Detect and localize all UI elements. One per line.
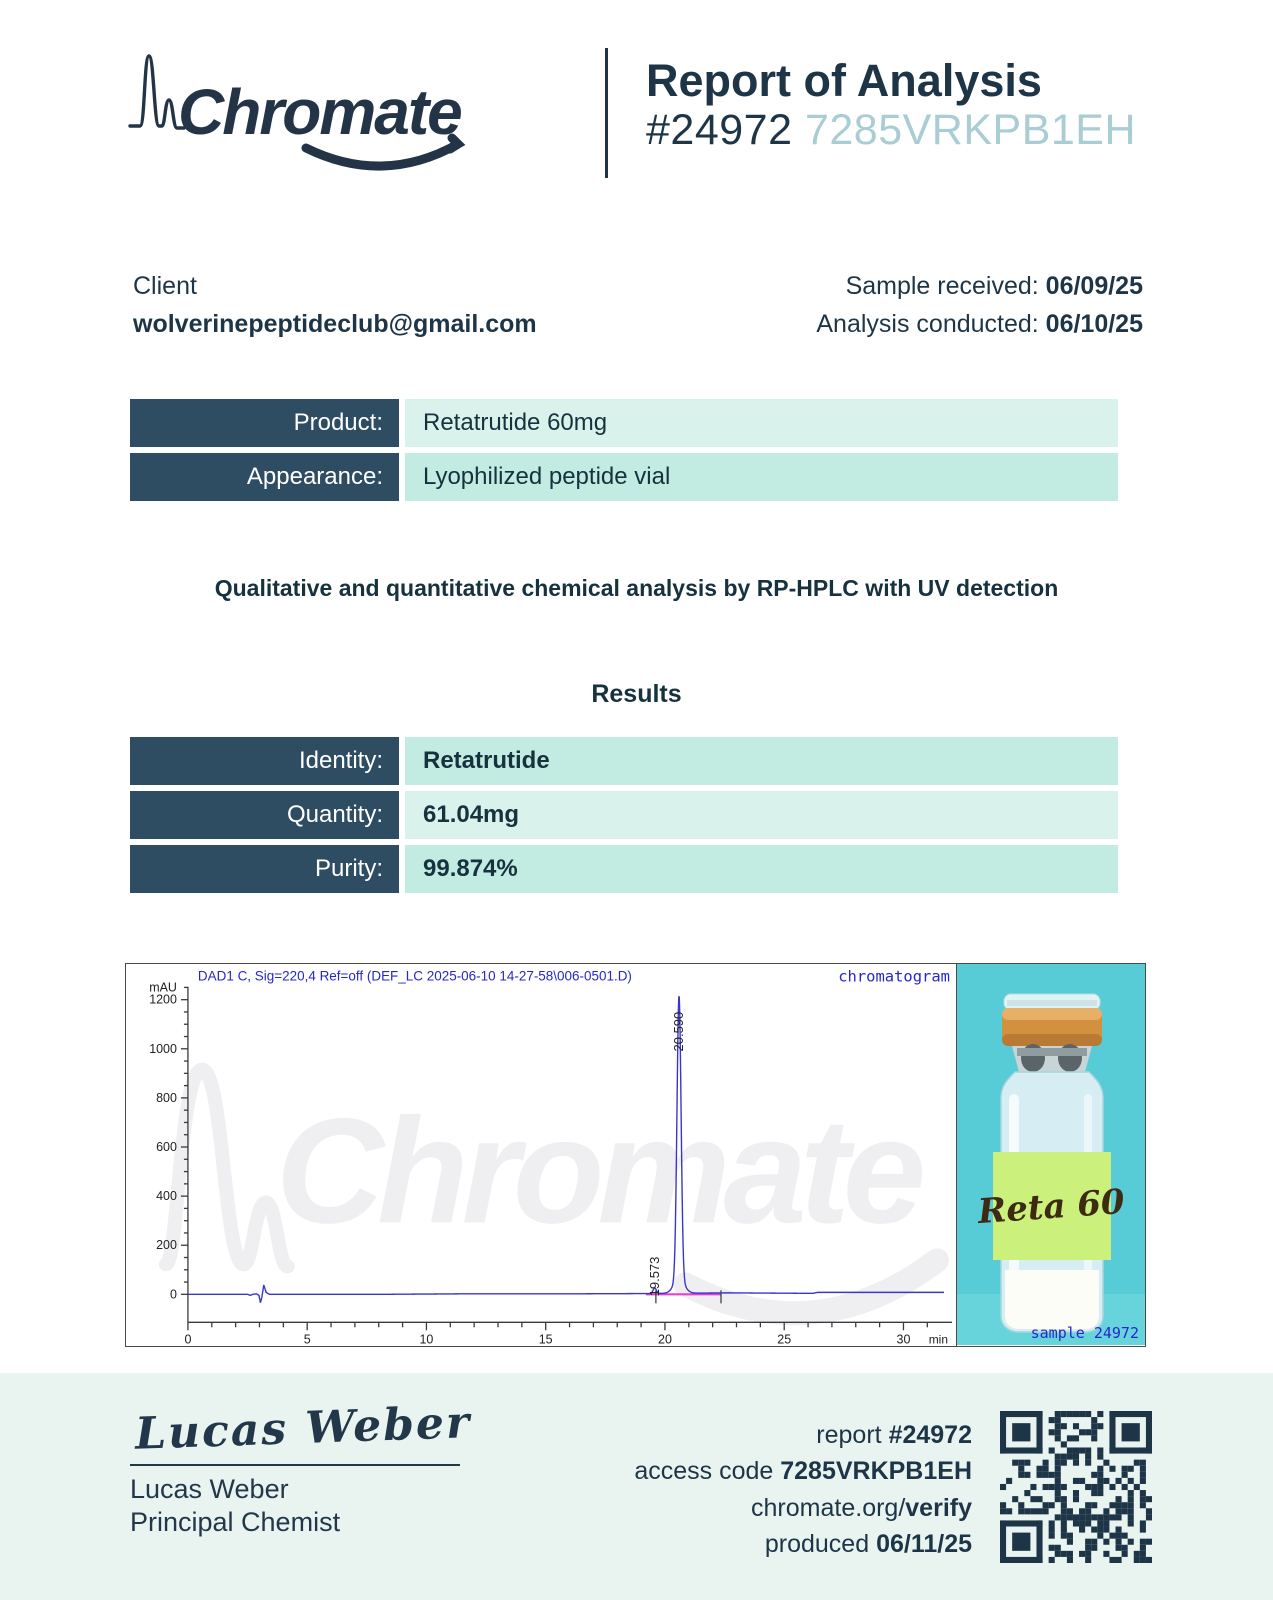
x-axis-label: min	[928, 1332, 949, 1346]
vial-label-text: Reta 60	[976, 1181, 1126, 1233]
product-label: Product:	[130, 399, 399, 447]
svg-text:10: 10	[419, 1332, 434, 1346]
sample-received-label: Sample received:	[845, 272, 1046, 300]
sample-photo	[957, 964, 1145, 1346]
quantity-value: 61.04mg	[405, 791, 1118, 839]
chromatogram-title: DAD1 C, Sig=220,4 Ref=off (DEF_LC 2025-06-10 14-27-58\006-0501.D)	[197, 968, 632, 984]
chromatogram-plot	[126, 964, 957, 1346]
svg-text:0: 0	[170, 1287, 177, 1302]
produced-date: 06/11/25	[876, 1529, 972, 1558]
footer-report-number: #24972	[888, 1421, 972, 1449]
table-row	[130, 737, 1118, 785]
chromate-logo-icon	[128, 48, 500, 186]
footer-produced-line	[634, 1526, 972, 1562]
report-header	[0, 0, 1273, 186]
appearance-label: Appearance:	[130, 453, 399, 501]
footer-report-label: report	[816, 1421, 889, 1449]
analysis-conducted-label: Analysis conducted:	[816, 309, 1046, 338]
verify-word: verify	[905, 1493, 972, 1522]
table-row	[130, 399, 1118, 447]
svg-text:200: 200	[156, 1238, 177, 1253]
svg-text:5: 5	[303, 1332, 311, 1346]
client-block	[133, 268, 537, 343]
chromatogram-corner-label: chromatogram	[838, 967, 951, 986]
verify-host: chromate.org/	[751, 1493, 906, 1522]
page-title: Report of Analysis	[646, 55, 1042, 106]
svg-text:1000: 1000	[149, 1041, 177, 1056]
svg-text:400: 400	[156, 1189, 177, 1204]
purity-value: 99.874%	[405, 845, 1118, 893]
chemist-name: Lucas Weber	[130, 1474, 289, 1504]
method-statement: Qualitative and quantitative chemical analysis by RP-HPLC with UV detection	[214, 575, 1059, 601]
produced-label: produced	[764, 1529, 877, 1558]
report-id-line	[646, 106, 1136, 155]
watermark	[166, 1070, 937, 1314]
qr-code	[1000, 1411, 1152, 1563]
report-footer	[0, 1373, 1273, 1600]
footer-verify-line[interactable]	[634, 1490, 972, 1526]
footer-access-label: access code	[634, 1457, 781, 1486]
chemist-title: Principal Chemist	[130, 1507, 341, 1537]
sample-caption: sample 24972	[1030, 1324, 1139, 1342]
client-email: wolverinepeptideclub@gmail.com	[133, 309, 537, 338]
sample-received-line	[816, 268, 1143, 306]
identity-label: Identity:	[130, 737, 399, 785]
header-divider	[605, 48, 608, 178]
results-table	[130, 737, 1118, 893]
svg-text:20: 20	[658, 1332, 672, 1346]
qr-code-svg	[1000, 1411, 1152, 1563]
footer-access-line	[634, 1453, 972, 1489]
identity-value: Retatrutide	[405, 737, 1118, 785]
product-value: Retatrutide 60mg	[405, 399, 1118, 447]
footer-report-line	[634, 1417, 972, 1453]
results-heading: Results	[591, 680, 682, 708]
svg-text:1200: 1200	[149, 992, 177, 1007]
peak-label-main: 20.590	[671, 1011, 687, 1052]
peak-glyph	[130, 56, 184, 128]
svg-text:15: 15	[538, 1332, 553, 1346]
appearance-value: Lyophilized peptide vial	[405, 453, 1118, 501]
vial-photo-art	[957, 964, 1145, 1345]
svg-text:Chromate: Chromate	[275, 1086, 920, 1255]
table-row	[130, 453, 1118, 501]
footer-access-code: 7285VRKPB1EH	[780, 1457, 972, 1486]
access-code: 7285VRKPB1EH	[804, 106, 1137, 155]
signature-line	[130, 1464, 460, 1466]
sample-received-date: 06/09/25	[1045, 272, 1143, 300]
peak-label-minor: 19.573	[646, 1256, 662, 1297]
brand-wordmark: Chromate	[178, 76, 461, 148]
table-row	[130, 791, 1118, 839]
signature-script: Lucas Weber	[134, 1397, 472, 1460]
client-label: Client	[133, 272, 197, 300]
table-row	[130, 845, 1118, 893]
svg-text:600: 600	[156, 1140, 177, 1155]
analysis-figure	[125, 963, 1146, 1347]
svg-text:0: 0	[184, 1332, 192, 1346]
purity-label: Purity:	[130, 845, 399, 893]
quantity-label: Quantity:	[130, 791, 399, 839]
client-section	[133, 268, 1143, 343]
chromate-logo	[128, 48, 500, 186]
analysis-conducted-line	[816, 306, 1143, 344]
y-axis-label: mAU	[149, 980, 177, 995]
svg-text:25: 25	[777, 1332, 792, 1346]
svg-text:800: 800	[156, 1090, 177, 1105]
chromatogram-svg	[126, 964, 956, 1346]
analysis-conducted-date: 06/10/25	[1045, 309, 1143, 338]
signature-block	[130, 1399, 472, 1538]
svg-text:30: 30	[896, 1332, 911, 1346]
product-table	[130, 399, 1118, 501]
verify-block	[634, 1399, 1152, 1563]
report-number: #24972	[646, 106, 793, 155]
dates-block	[816, 268, 1143, 343]
